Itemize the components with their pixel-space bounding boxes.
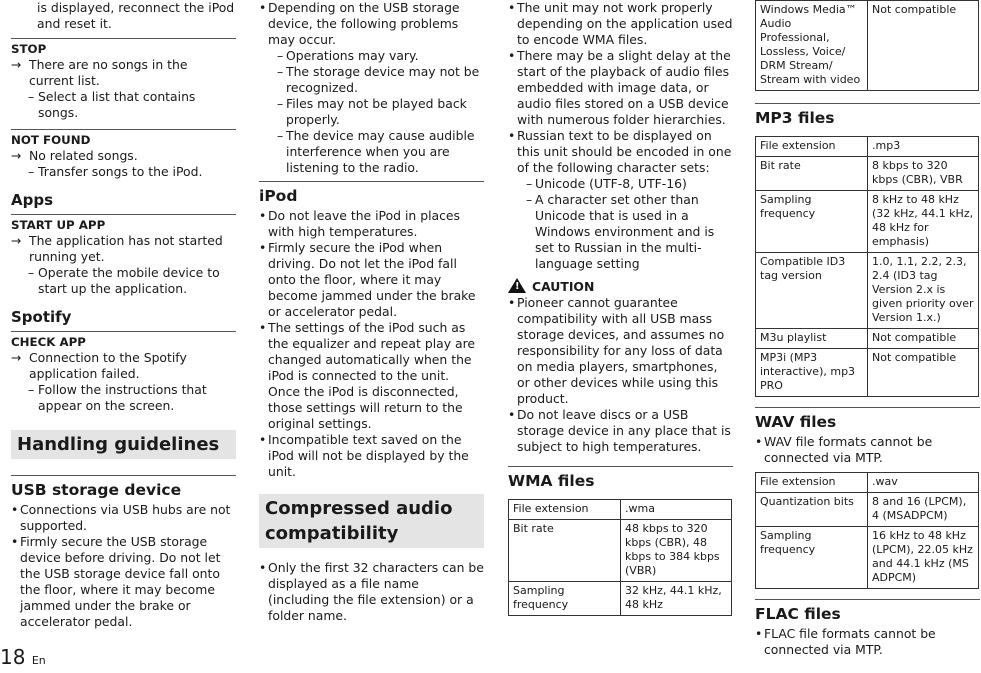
error-title: CHECK APP	[11, 335, 86, 349]
problem-item: – Files may not be played back properly.	[277, 96, 467, 127]
dash-icon: –	[526, 176, 533, 191]
table-row: M3u playlist Not compatible	[756, 329, 979, 349]
column-1	[11, 0, 236, 630]
charset-item: – A character set other than Unicode that is used in a Windows environment and is set to Russian in the multi-language setting	[526, 192, 715, 271]
handling-guidelines-banner: Handling guidelines	[11, 430, 236, 459]
error-cause: → The application has not started running yet.	[11, 233, 223, 264]
language-label: En	[31, 654, 46, 667]
table-row: Sampling frequency 32 kHz, 44.1 kHz, 48 kHz	[509, 582, 732, 616]
list-item: • There may be a slight delay at the start of the playback of audio files embedded with image data, or audio files stored on a USB device with numerous folder hierarchies.	[508, 48, 733, 128]
error-stop	[11, 38, 236, 121]
flac-bullet-list	[755, 626, 980, 658]
wav-section	[755, 407, 980, 589]
list-item: • Firmly secure the iPod when driving. Do not let the iPod fall onto the floor, where it may become jammed under the brake or accelerator pedal.	[259, 240, 484, 320]
dash-icon: –	[277, 96, 284, 111]
table-row: File extension .wma	[509, 500, 732, 520]
mp3-section	[755, 103, 980, 397]
error-action: – Select a list that contains songs.	[28, 89, 196, 120]
problem-item: – The storage device may not be recognized.	[277, 64, 480, 95]
flac-heading: FLAC files	[755, 605, 841, 623]
error-action: – Operate the mobile device to start up the application.	[28, 265, 220, 296]
compressed-audio-banner: Compressed audio compatibility	[259, 494, 484, 548]
list-item: • Russian text to be displayed on this unit should be encoded in one of the following character sets: – Unicode (UTF-8, UTF-16) – A character set other than Unicode that is used in a Windows environment and is set to Russian in the multi-language setting	[508, 128, 733, 272]
list-item: • Firmly secure the USB storage device before driving. Do not let the USB storage device fall onto the floor, where it may become jammed under the brake or accelerator pedal.	[11, 534, 236, 630]
compat-bullet-list	[259, 560, 484, 624]
usb-problems-list	[259, 0, 484, 176]
continued-text: is displayed, reconnect the iPod and reset it.	[37, 0, 235, 31]
table-row: Sampling frequency 16 kHz to 48 kHz (LPCM), 22.05 kHz and 44.1 kHz (MS ADPCM)	[756, 527, 979, 589]
column-4	[755, 0, 980, 658]
wav-table	[755, 472, 979, 589]
problem-item: – Operations may vary.	[277, 48, 419, 63]
table-row: Bit rate 48 kbps to 320 kbps (CBR), 48 kbps to 384 kbps (VBR)	[509, 520, 732, 582]
list-item: • FLAC file formats cannot be connected via MTP.	[755, 626, 980, 658]
table-row: Quantization bits 8 and 16 (LPCM), 4 (MSADPCM)	[756, 493, 979, 527]
wma-section	[508, 466, 733, 616]
table-row: Bit rate 8 kbps to 320 kbps (CBR), VBR	[756, 157, 979, 191]
ipod-heading: iPod	[259, 187, 298, 205]
list-item: • The settings of the iPod such as the equalizer and repeat play are changed automatically when the iPod is connected to the unit. Once the iPod is disconnected, those settings will return to the original settings.	[259, 320, 484, 432]
error-start-up-app	[11, 214, 236, 297]
list-item: • Do not leave the iPod in places with high temperatures.	[259, 208, 484, 240]
wma-heading: WMA files	[508, 472, 595, 490]
charset-item: – Unicode (UTF-8, UTF-16)	[526, 176, 687, 191]
dash-icon: –	[28, 164, 35, 179]
dash-icon: –	[28, 265, 35, 280]
table-row: File extension .mp3	[756, 137, 979, 157]
ipod-section	[259, 181, 484, 480]
usb-heading: USB storage device	[11, 481, 182, 499]
dash-icon: –	[277, 64, 284, 79]
spotify-heading: Spotify	[11, 308, 72, 326]
flac-section	[755, 599, 980, 658]
usb-bullet-list	[11, 502, 236, 630]
caution-bullet-list	[508, 295, 733, 455]
table-row: Windows Media™ Audio Professional, Lossless, Voice/ DRM Stream/ Stream with video Not compatible	[756, 1, 979, 91]
caution-heading: ! CAUTION	[508, 278, 733, 295]
error-title: START UP APP	[11, 218, 106, 232]
wav-bullet-list	[755, 434, 980, 466]
problem-item: – The device may cause audible interference when you are listening to the radio.	[277, 128, 475, 175]
error-title: STOP	[11, 42, 47, 56]
arrow-icon: →	[11, 148, 22, 163]
table-row: MP3i (MP3 interactive), mp3 PRO Not compatible	[756, 349, 979, 397]
list-item: • WAV file formats cannot be connected via MTP.	[755, 434, 980, 466]
list-item: • Incompatible text saved on the iPod will not be displayed by the unit.	[259, 432, 484, 480]
list-item: • Do not leave discs or a USB storage device in any place that is subject to high temperatures.	[508, 407, 733, 455]
dash-icon: –	[277, 48, 284, 63]
arrow-icon: →	[11, 57, 22, 72]
error-cause: → Connection to the Spotify application failed.	[11, 350, 187, 381]
error-action: – Follow the instructions that appear on the screen.	[28, 382, 207, 413]
usb-section	[11, 475, 236, 630]
list-item: • Pioneer cannot guarantee compatibility with all USB mass storage devices, and assumes no responsibility for any loss of data on media players, smartphones, or other devices while using this product.	[508, 295, 733, 407]
error-cause: → No related songs.	[11, 148, 138, 163]
table-row: File extension .wav	[756, 473, 979, 493]
column-3	[508, 0, 733, 616]
dash-icon: –	[277, 128, 284, 143]
table-row: Compatible ID3 tag version 1.0, 1.1, 2.2, 2.3, 2.4 (ID3 tag Version 2.x is given priority over Version 1.x.)	[756, 253, 979, 329]
error-cause: → There are no songs in the current list.	[11, 57, 188, 88]
error-title: NOT FOUND	[11, 133, 91, 147]
page-number: 18 En	[0, 645, 46, 669]
dash-icon: –	[526, 192, 533, 207]
warning-icon: !	[508, 278, 526, 293]
arrow-icon: →	[11, 233, 22, 248]
ipod-bullet-list	[259, 208, 484, 480]
arrow-icon: →	[11, 350, 22, 365]
dash-icon: –	[28, 89, 35, 104]
wma-table	[508, 499, 732, 616]
list-item: • Only the first 32 characters can be displayed as a file name (including the file extension) or a folder name.	[259, 560, 484, 624]
compat-notes-list	[508, 0, 733, 272]
dash-icon: –	[28, 382, 35, 397]
error-not-found	[11, 129, 236, 180]
list-item: • Depending on the USB storage device, the following problems may occur. – Operations may vary. – The storage device may not be recognized. – Files may not be played back properly. – The device may cause audible interference when you are listening to the radio.	[259, 0, 484, 176]
table-row: Sampling frequency 8 kHz to 48 kHz (32 kHz, 44.1 kHz, 48 kHz for emphasis)	[756, 191, 979, 253]
wav-heading: WAV files	[755, 413, 837, 431]
list-item: • Connections via USB hubs are not supported.	[11, 502, 236, 534]
mp3-table	[755, 136, 979, 397]
error-check-app	[11, 331, 236, 414]
error-action: – Transfer songs to the iPod.	[28, 164, 203, 179]
wma-continued-table	[755, 0, 979, 91]
mp3-heading: MP3 files	[755, 109, 835, 127]
list-item: • The unit may not work properly depending on the application used to encode WMA files.	[508, 0, 733, 48]
apps-heading: Apps	[11, 191, 54, 209]
column-2	[259, 0, 484, 624]
